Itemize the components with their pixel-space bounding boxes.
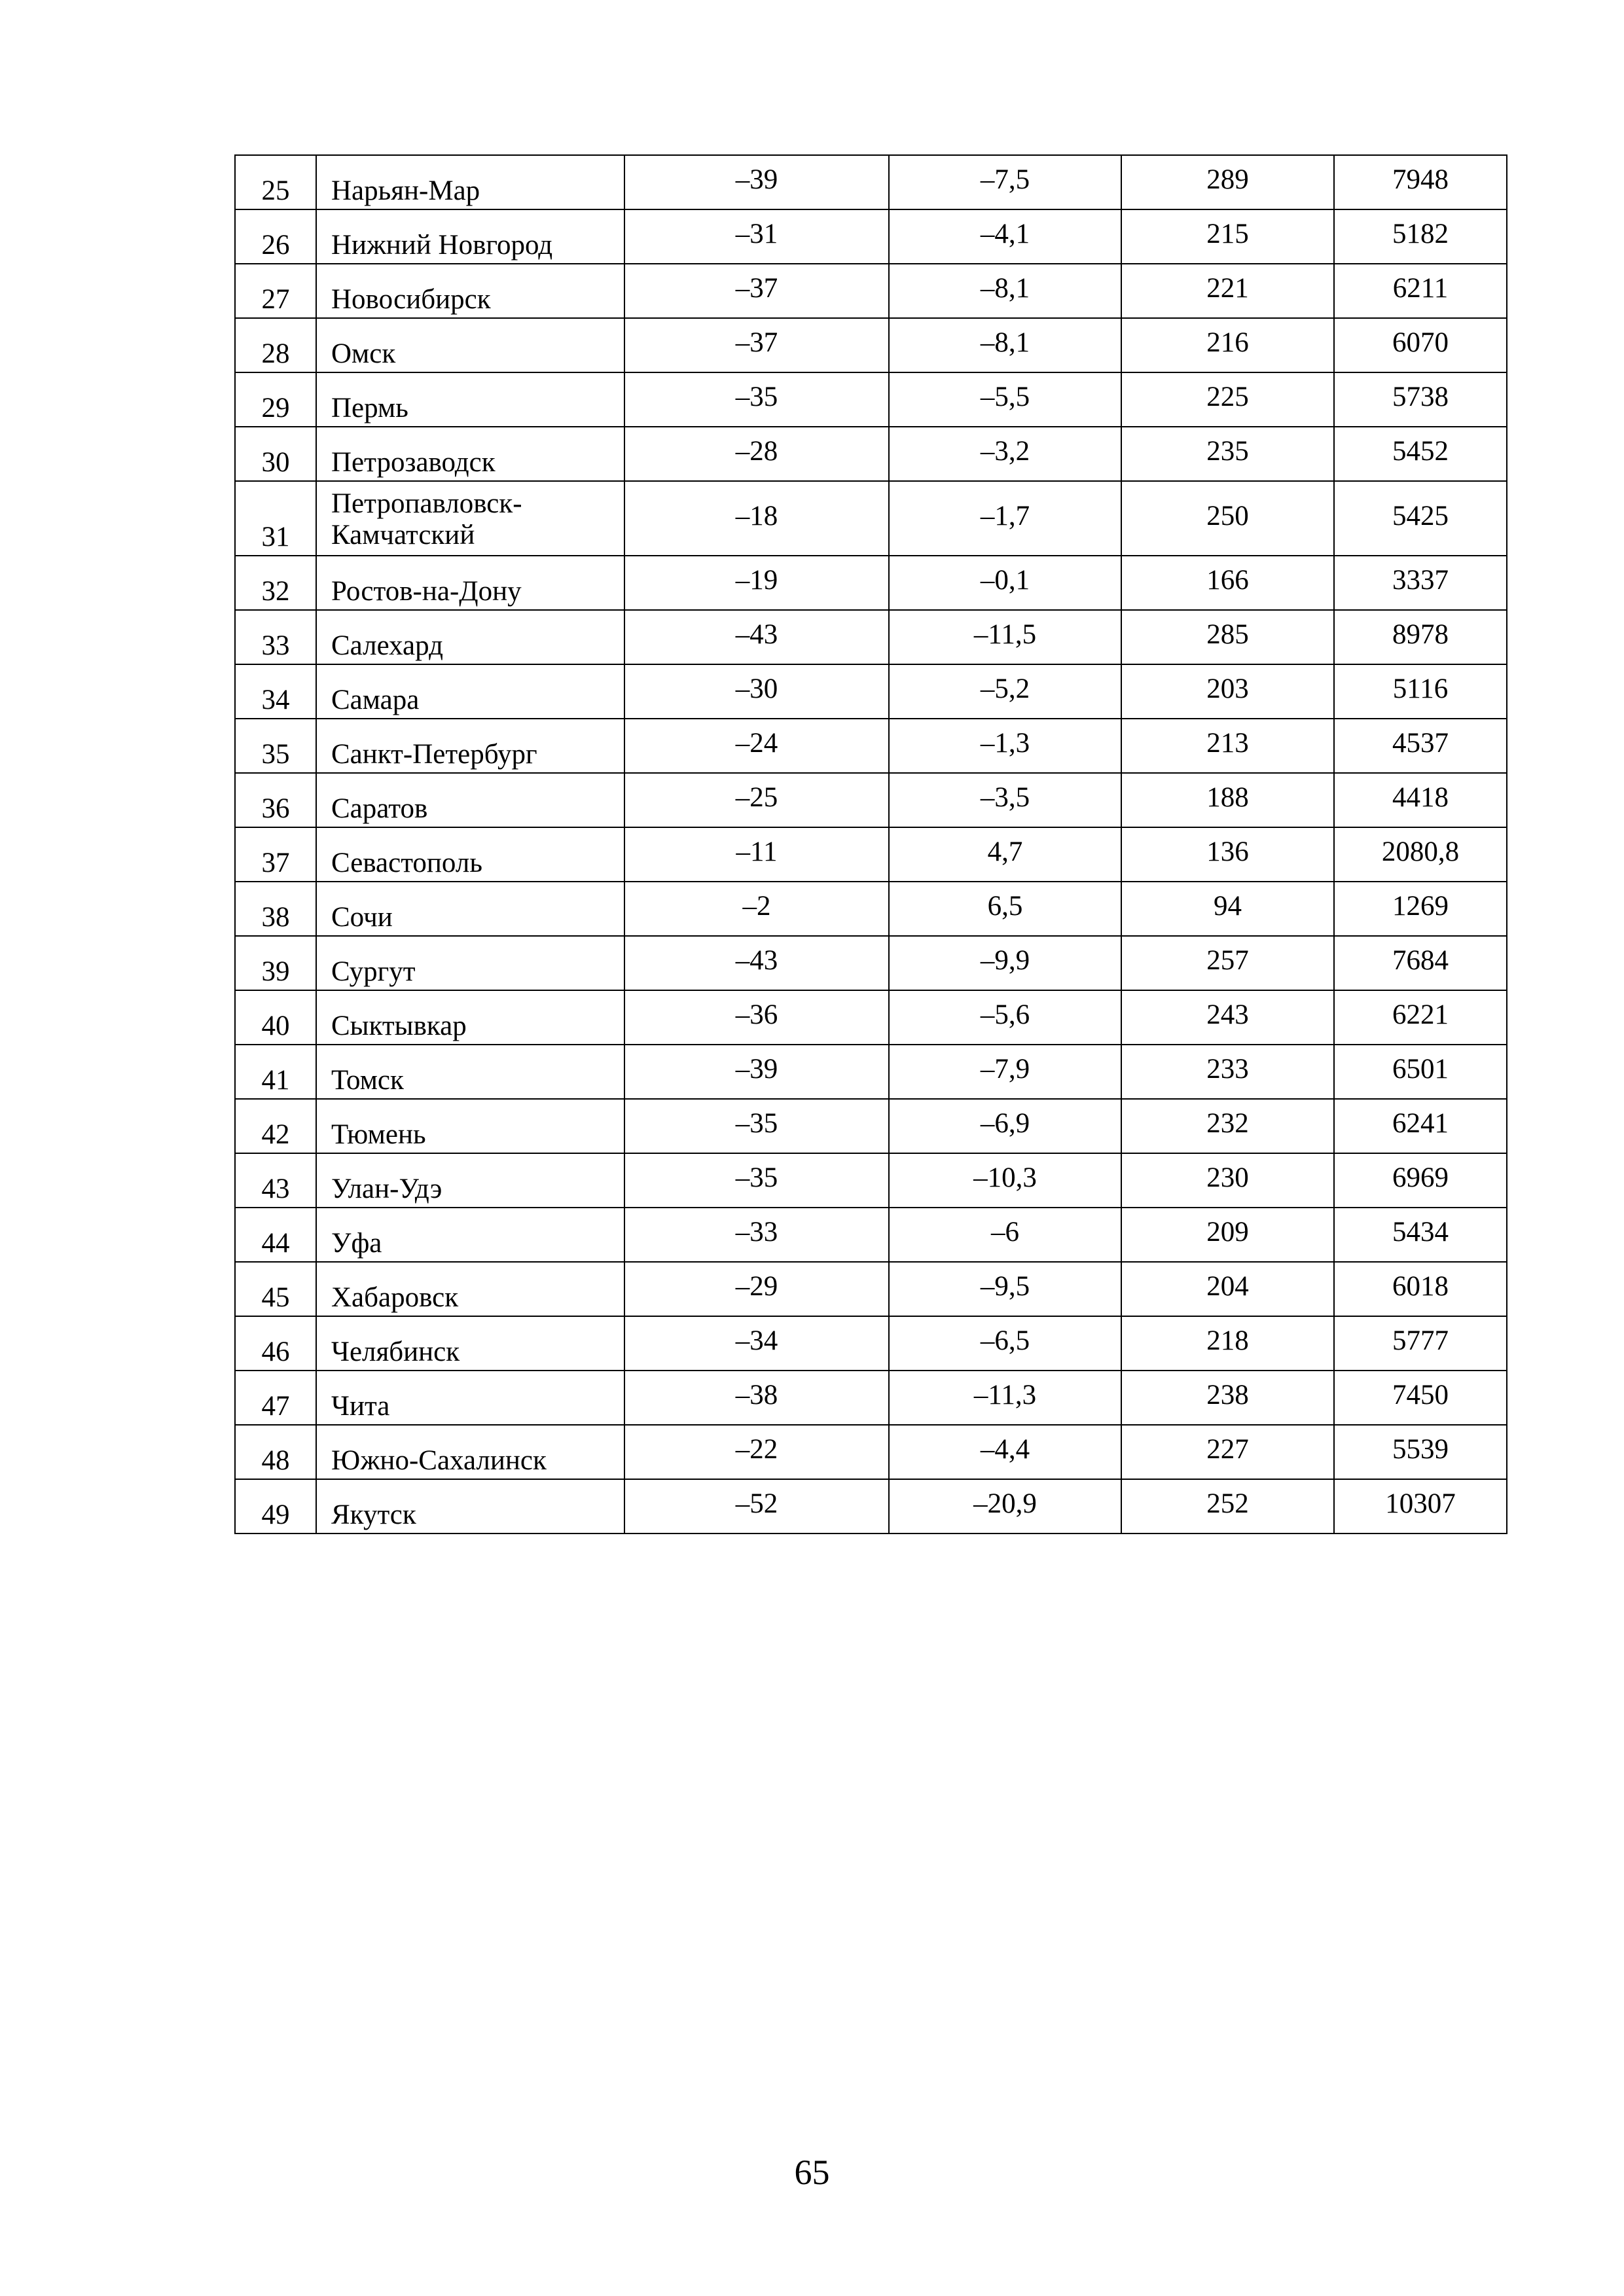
city-name-cell: Самара [316, 664, 624, 719]
city-name-line: Петропавловск- [331, 488, 522, 519]
value-cell-v3: 215 [1121, 209, 1334, 264]
table-row [235, 1208, 1507, 1262]
city-name-cell: Салехард [316, 610, 624, 664]
row-number-cell: 35 [235, 719, 316, 773]
value-cell-v1: –29 [624, 1262, 889, 1316]
value-cell-v1: –35 [624, 1153, 889, 1208]
value-cell-v2: –5,5 [889, 372, 1121, 427]
table-row [235, 1262, 1507, 1316]
value-cell-v1: –28 [624, 427, 889, 481]
value-cell-v1: –30 [624, 664, 889, 719]
table-row [235, 719, 1507, 773]
value-cell-v3: 257 [1121, 936, 1334, 990]
value-cell-v2: –5,2 [889, 664, 1121, 719]
value-cell-v1: –35 [624, 372, 889, 427]
value-cell-v3: 209 [1121, 1208, 1334, 1262]
value-cell-v3: 94 [1121, 882, 1334, 936]
value-cell-v3: 188 [1121, 773, 1334, 827]
row-number-cell: 41 [235, 1045, 316, 1099]
row-number-cell: 44 [235, 1208, 316, 1262]
value-cell-v1: –2 [624, 882, 889, 936]
value-cell-v4: 8978 [1334, 610, 1507, 664]
row-number-cell: 40 [235, 990, 316, 1045]
city-name-cell: Нижний Новгород [316, 209, 624, 264]
value-cell-v1: –37 [624, 264, 889, 318]
value-cell-v3: 238 [1121, 1371, 1334, 1425]
city-name-cell: Севастополь [316, 827, 624, 882]
table-row [235, 481, 1507, 556]
row-number-cell: 27 [235, 264, 316, 318]
city-name-cell: Пермь [316, 372, 624, 427]
value-cell-v3: 243 [1121, 990, 1334, 1045]
value-cell-v2: –20,9 [889, 1479, 1121, 1534]
value-cell-v3: 232 [1121, 1099, 1334, 1153]
row-number-cell: 43 [235, 1153, 316, 1208]
table-row [235, 882, 1507, 936]
value-cell-v1: –22 [624, 1425, 889, 1479]
city-name-cell: Южно-Сахалинск [316, 1425, 624, 1479]
city-name-cell: Новосибирск [316, 264, 624, 318]
value-cell-v3: 250 [1121, 481, 1334, 556]
value-cell-v4: 3337 [1334, 556, 1507, 610]
row-number-cell: 38 [235, 882, 316, 936]
value-cell-v3: 221 [1121, 264, 1334, 318]
value-cell-v3: 216 [1121, 318, 1334, 372]
value-cell-v4: 1269 [1334, 882, 1507, 936]
page-number: 65 [794, 2153, 830, 2192]
value-cell-v3: 204 [1121, 1262, 1334, 1316]
value-cell-v4: 6211 [1334, 264, 1507, 318]
value-cell-v3: 218 [1121, 1316, 1334, 1371]
value-cell-v2: –7,9 [889, 1045, 1121, 1099]
value-cell-v4: 2080,8 [1334, 827, 1507, 882]
value-cell-v1: –11 [624, 827, 889, 882]
value-cell-v4: 7684 [1334, 936, 1507, 990]
city-name-cell: Якутск [316, 1479, 624, 1534]
row-number-cell: 48 [235, 1425, 316, 1479]
value-cell-v1: –19 [624, 556, 889, 610]
value-cell-v2: –3,2 [889, 427, 1121, 481]
value-cell-v3: 235 [1121, 427, 1334, 481]
value-cell-v2: –1,7 [889, 481, 1121, 556]
value-cell-v2: –9,9 [889, 936, 1121, 990]
city-name-cell: Петрозаводск [316, 427, 624, 481]
row-number-cell: 36 [235, 773, 316, 827]
row-number-cell: 31 [235, 481, 316, 556]
value-cell-v3: 230 [1121, 1153, 1334, 1208]
row-number-cell: 47 [235, 1371, 316, 1425]
value-cell-v3: 225 [1121, 372, 1334, 427]
table-row [235, 773, 1507, 827]
value-cell-v4: 10307 [1334, 1479, 1507, 1534]
value-cell-v1: –31 [624, 209, 889, 264]
value-cell-v4: 5738 [1334, 372, 1507, 427]
table-row [235, 1479, 1507, 1534]
row-number-cell: 49 [235, 1479, 316, 1534]
city-name-cell: Чита [316, 1371, 624, 1425]
value-cell-v4: 6241 [1334, 1099, 1507, 1153]
value-cell-v2: –4,4 [889, 1425, 1121, 1479]
value-cell-v3: 213 [1121, 719, 1334, 773]
climate-table [234, 154, 1507, 1534]
table-row [235, 264, 1507, 318]
row-number-cell: 30 [235, 427, 316, 481]
row-number-cell: 33 [235, 610, 316, 664]
table-body [235, 155, 1507, 1534]
value-cell-v2: –0,1 [889, 556, 1121, 610]
table-row [235, 427, 1507, 481]
value-cell-v1: –24 [624, 719, 889, 773]
value-cell-v2: –6 [889, 1208, 1121, 1262]
city-name-cell [316, 481, 624, 556]
table-row [235, 936, 1507, 990]
value-cell-v4: 5539 [1334, 1425, 1507, 1479]
table-row [235, 372, 1507, 427]
value-cell-v2: –9,5 [889, 1262, 1121, 1316]
value-cell-v4: 6018 [1334, 1262, 1507, 1316]
value-cell-v2: 4,7 [889, 827, 1121, 882]
table-row [235, 664, 1507, 719]
value-cell-v3: 285 [1121, 610, 1334, 664]
value-cell-v2: –11,5 [889, 610, 1121, 664]
value-cell-v1: –33 [624, 1208, 889, 1262]
value-cell-v2: –6,9 [889, 1099, 1121, 1153]
value-cell-v4: 6969 [1334, 1153, 1507, 1208]
value-cell-v2: –8,1 [889, 264, 1121, 318]
value-cell-v1: –36 [624, 990, 889, 1045]
city-name-cell: Сочи [316, 882, 624, 936]
value-cell-v2: –8,1 [889, 318, 1121, 372]
row-number-cell: 39 [235, 936, 316, 990]
row-number-cell: 42 [235, 1099, 316, 1153]
value-cell-v3: 203 [1121, 664, 1334, 719]
city-name-line: Камчатский [331, 519, 475, 550]
table-row [235, 1099, 1507, 1153]
value-cell-v1: –34 [624, 1316, 889, 1371]
value-cell-v2: –7,5 [889, 155, 1121, 209]
value-cell-v3: 252 [1121, 1479, 1334, 1534]
table-row [235, 1425, 1507, 1479]
value-cell-v4: 7450 [1334, 1371, 1507, 1425]
value-cell-v4: 4537 [1334, 719, 1507, 773]
table-row [235, 209, 1507, 264]
row-number-cell: 37 [235, 827, 316, 882]
table-row [235, 1045, 1507, 1099]
table-row [235, 1153, 1507, 1208]
value-cell-v4: 5777 [1334, 1316, 1507, 1371]
value-cell-v4: 5452 [1334, 427, 1507, 481]
table-row [235, 556, 1507, 610]
value-cell-v3: 227 [1121, 1425, 1334, 1479]
value-cell-v3: 289 [1121, 155, 1334, 209]
value-cell-v3: 136 [1121, 827, 1334, 882]
value-cell-v4: 6221 [1334, 990, 1507, 1045]
value-cell-v4: 5116 [1334, 664, 1507, 719]
table-row [235, 1371, 1507, 1425]
table-row [235, 318, 1507, 372]
city-name-cell: Тюмень [316, 1099, 624, 1153]
city-name-cell: Нарьян-Мар [316, 155, 624, 209]
value-cell-v2: –4,1 [889, 209, 1121, 264]
value-cell-v1: –37 [624, 318, 889, 372]
value-cell-v3: 233 [1121, 1045, 1334, 1099]
value-cell-v1: –38 [624, 1371, 889, 1425]
value-cell-v2: 6,5 [889, 882, 1121, 936]
row-number-cell: 34 [235, 664, 316, 719]
row-number-cell: 28 [235, 318, 316, 372]
value-cell-v1: –35 [624, 1099, 889, 1153]
row-number-cell: 45 [235, 1262, 316, 1316]
value-cell-v4: 6501 [1334, 1045, 1507, 1099]
value-cell-v1: –39 [624, 1045, 889, 1099]
value-cell-v2: –10,3 [889, 1153, 1121, 1208]
value-cell-v4: 4418 [1334, 773, 1507, 827]
value-cell-v1: –18 [624, 481, 889, 556]
row-number-cell: 25 [235, 155, 316, 209]
value-cell-v1: –39 [624, 155, 889, 209]
city-name-cell: Уфа [316, 1208, 624, 1262]
value-cell-v4: 5434 [1334, 1208, 1507, 1262]
table-row [235, 990, 1507, 1045]
table-row [235, 827, 1507, 882]
row-number-cell: 46 [235, 1316, 316, 1371]
city-name-cell: Саратов [316, 773, 624, 827]
value-cell-v2: –3,5 [889, 773, 1121, 827]
city-name-cell: Томск [316, 1045, 624, 1099]
value-cell-v3: 166 [1121, 556, 1334, 610]
value-cell-v1: –43 [624, 936, 889, 990]
value-cell-v4: 7948 [1334, 155, 1507, 209]
row-number-cell: 29 [235, 372, 316, 427]
value-cell-v2: –5,6 [889, 990, 1121, 1045]
city-name-cell: Омск [316, 318, 624, 372]
city-name-cell: Ростов-на-Дону [316, 556, 624, 610]
value-cell-v2: –6,5 [889, 1316, 1121, 1371]
value-cell-v1: –25 [624, 773, 889, 827]
city-name-cell: Хабаровск [316, 1262, 624, 1316]
value-cell-v1: –52 [624, 1479, 889, 1534]
city-name-cell: Сургут [316, 936, 624, 990]
value-cell-v4: 5182 [1334, 209, 1507, 264]
value-cell-v2: –1,3 [889, 719, 1121, 773]
table-row [235, 155, 1507, 209]
city-name-cell: Санкт-Петербург [316, 719, 624, 773]
table-row [235, 1316, 1507, 1371]
city-name-cell: Челябинск [316, 1316, 624, 1371]
value-cell-v4: 5425 [1334, 481, 1507, 556]
table-row [235, 610, 1507, 664]
row-number-cell: 32 [235, 556, 316, 610]
city-name-cell: Улан-Удэ [316, 1153, 624, 1208]
value-cell-v2: –11,3 [889, 1371, 1121, 1425]
city-name-cell: Сыктывкар [316, 990, 624, 1045]
value-cell-v1: –43 [624, 610, 889, 664]
value-cell-v4: 6070 [1334, 318, 1507, 372]
row-number-cell: 26 [235, 209, 316, 264]
